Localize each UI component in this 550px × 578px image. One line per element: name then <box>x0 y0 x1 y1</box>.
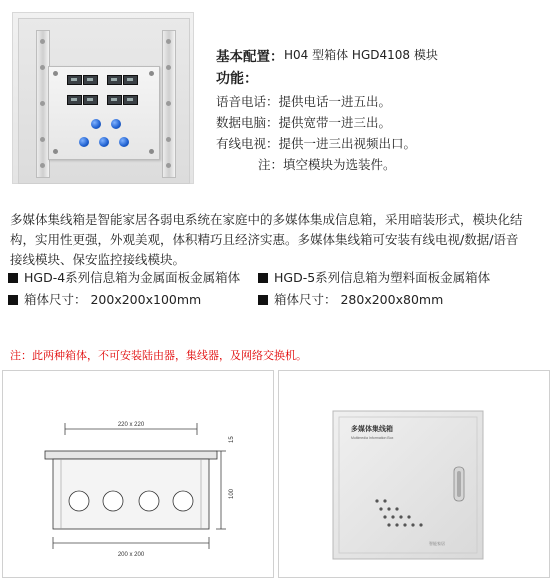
rj45-port <box>67 75 82 85</box>
model-name: HGD-4系列信息箱为金属面板金属箱体 <box>24 270 241 285</box>
video-port <box>79 137 89 147</box>
module-plate <box>48 66 160 160</box>
function-row-note <box>258 155 396 173</box>
model-item-hgd4 <box>8 268 240 286</box>
function-value: 提供宽带一进三出。 <box>278 115 392 130</box>
closed-box-svg <box>279 371 549 577</box>
rj45-port <box>83 75 98 85</box>
base-config-label: 基本配置： <box>216 49 284 65</box>
function-label: 注： <box>258 157 284 172</box>
rj45-port <box>83 95 98 105</box>
box-subtitle: Multimedia Information Box <box>351 436 394 440</box>
mounting-rail-right <box>162 30 176 178</box>
function-row-data <box>216 113 391 131</box>
box-brand: 智能家居 <box>429 541 445 546</box>
video-port <box>99 137 109 147</box>
knockout-hole <box>139 491 159 511</box>
product-photo-closed-box <box>278 370 550 578</box>
video-port <box>119 137 129 147</box>
dim-side-top-label: 15 <box>229 436 235 443</box>
function-value: 提供一进三出视频出口。 <box>278 136 417 151</box>
function-label: 有线电视： <box>216 136 279 151</box>
knockout-hole <box>103 491 123 511</box>
square-bullet-icon <box>258 295 268 305</box>
latch-slot <box>457 471 461 497</box>
function-row-tv <box>216 134 416 152</box>
product-description: 多媒体集线箱是智能家居各弱电系统在家庭中的多媒体集成信息箱，采用暗装形式，模块化结构，实用性更强，外观美观，体积精巧且经济实惠。多媒体集线箱可安装有线电视/数据/语音接线模块、保安监控接线模块。 <box>10 212 523 267</box>
video-port <box>91 119 101 129</box>
warning-note: 注：此两种箱体，不可安装陆由器，集线器，及网络交换机。 <box>10 349 307 362</box>
model-size-hgd5 <box>258 290 443 308</box>
square-bullet-icon <box>258 273 268 283</box>
video-port <box>111 119 121 129</box>
rj45-port <box>123 95 138 105</box>
dimension-drawing-svg <box>3 371 273 577</box>
model-size-hgd4 <box>8 290 201 308</box>
function-value: 提供电话一进五出。 <box>278 94 392 109</box>
function-label: 数据电脑： <box>216 115 279 130</box>
square-bullet-icon <box>8 295 18 305</box>
model-size: 箱体尺寸： 200x200x100mm <box>24 292 202 307</box>
function-row-voice <box>216 92 391 110</box>
rj45-port <box>107 75 122 85</box>
square-bullet-icon <box>8 273 18 283</box>
dim-bottom-label: 200 x 200 <box>117 552 145 558</box>
base-config-value: H04 型箱体 HGD4108 模块 <box>284 48 438 62</box>
knockout-hole <box>173 491 193 511</box>
rj45-port <box>123 75 138 85</box>
model-name: HGD-5系列信息箱为塑料面板金属箱体 <box>274 270 491 285</box>
rj45-port <box>67 95 82 105</box>
dim-side-label: 100 <box>229 488 235 499</box>
model-size: 箱体尺寸： 280x200x80mm <box>274 292 444 307</box>
product-photo-open-box <box>12 12 194 184</box>
dim-top-label: 220 x 220 <box>117 422 145 428</box>
knockout-hole <box>69 491 89 511</box>
box-title: 多媒体集线箱 <box>351 425 393 433</box>
function-value: 填空模块为选装件。 <box>283 157 396 172</box>
model-item-hgd5 <box>258 268 490 286</box>
rj45-port <box>107 95 122 105</box>
function-title: 功能： <box>216 71 258 87</box>
function-label: 语音电话： <box>216 94 279 109</box>
box-dimension-drawing <box>2 370 274 578</box>
